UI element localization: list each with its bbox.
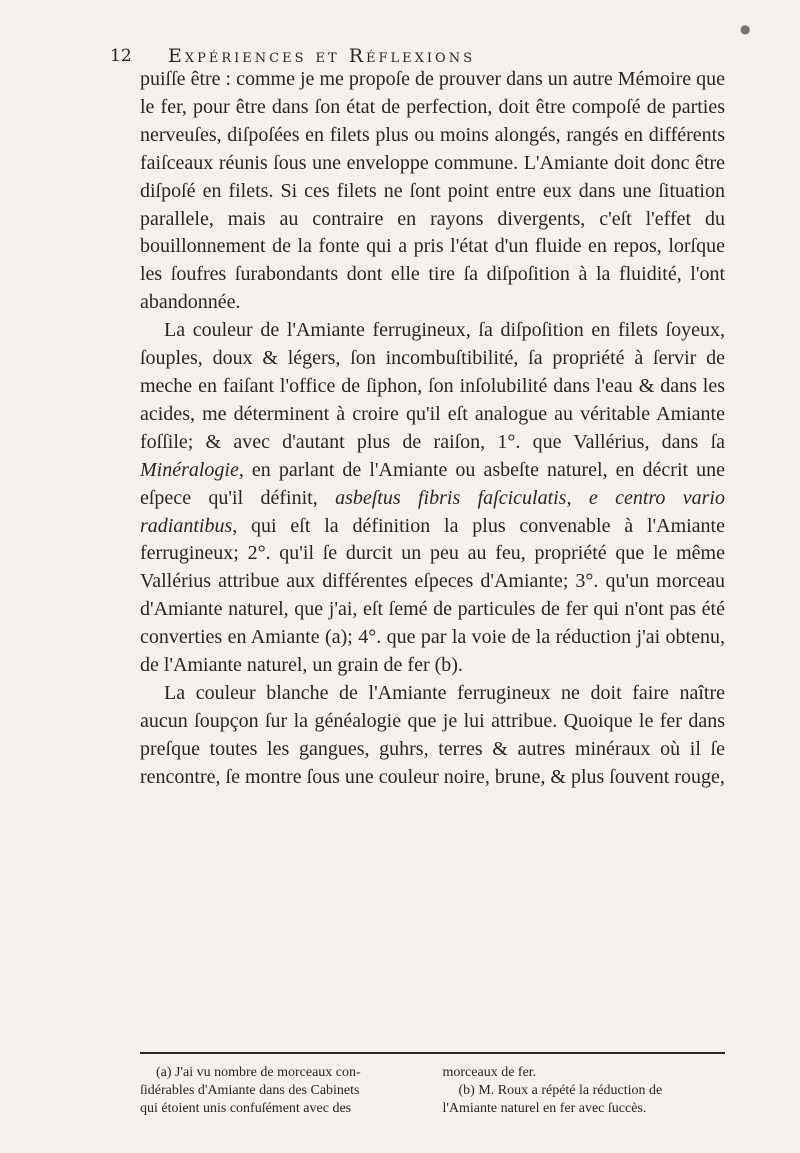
paragraph-3: La couleur blanche de l'Amiante ferrugineux ne doit faire naître aucun ſoupçon ſur la généalogie que je lui attribue. Quoique le fer dans preſque toutes les gangues, guhrs, terres & autres minéraux où il ſe rencontre, ſe montre ſous une couleur noire, brune, & plus ſouvent rouge,: [140, 681, 725, 788]
latin-definition: asbeſtus fibris faſciculatis, e centro vario radiantibus: [140, 486, 725, 537]
footnote-a-line-1: (a) J'ai vu nombre de morceaux con-: [156, 1065, 361, 1080]
footnote-column-left: [140, 1064, 423, 1118]
paragraph-2-part-2: , en parlant de l'Amiante ou asbeſte naturel, en décrit une eſpece qu'il définit,: [140, 458, 725, 509]
page-number: 12: [110, 46, 132, 66]
paragraph-2-part-3: , qui eſt la définition la plus convenable à l'Amiante ferrugineux; 2°. qu'il ſe durcit un peu au feu, propriété que le même Vallérius attribue aux différentes eſpeces d'Amiante; 3°. qu'un morceau d'Amiante naturel, que j'ai, eſt ſemé de particules de fer qui n'ont pas été converties en Amiante (a); 4°. que par la voie de la réduction j'ai obtenu, de l'Amiante naturel, un grain de fer (b).: [140, 514, 725, 677]
ink-speck: ●: [740, 22, 751, 36]
footnote-a-line-2: ſidérables d'Amiante dans des Cabinets: [140, 1083, 360, 1098]
footnote-b-line-1: (b) M. Roux a répété la réduction de: [458, 1083, 663, 1098]
footnote-column-right: [443, 1064, 726, 1118]
footnotes: [140, 1064, 725, 1118]
running-title: Expériences et Réflexions: [168, 45, 475, 67]
footnote-a-line-4: morceaux de fer.: [442, 1065, 537, 1080]
paragraph-2: [140, 317, 725, 680]
main-text: [140, 66, 725, 792]
footnote-divider: [140, 1052, 725, 1054]
mineralogie-title: Minéralogie: [140, 458, 239, 481]
paragraph-2-part-1: La couleur de l'Amiante ferrugineux, ſa diſpoſition en filets ſoyeux, ſouples, doux & légers, ſon incombuſtibilité, ſa propriété à ſervir de meche en faiſant l'office de ſiphon, ſon inſolubilité dans l'eau & dans les acides, me déterminent à croire qu'il eſt analogue au véritable Amiante foſſile; & avec d'autant plus de raiſon, 1°. que Vallérius, dans ſa: [140, 319, 725, 453]
footnote-b-line-2: l'Amiante naturel en fer avec ſuccès.: [442, 1101, 647, 1116]
footnote-a-line-3: qui étoient unis confuſément avec des: [140, 1101, 352, 1116]
paragraph-1: puiſſe être : comme je me propoſe de prouver dans un autre Mémoire que le fer, pour être dans ſon état de perfection, doit être compoſé de parties nerveuſes, diſpoſées en filets plus ou moins alongés, rangés en différents faiſceaux réunis ſous une enveloppe commune. L'Amiante doit donc être diſpoſé en filets. Si ces filets ne ſont point entre eux dans une ſituation parallele, mais au contraire en rayons divergents, c'eſt l'effet du bouillonnement de la fonte qui a pris l'état d'un fluide en repos, lorſque les ſoufres ſurabondants dont elle tire ſa diſpoſition à la fluidité, l'ont abandonnée.: [140, 68, 725, 314]
